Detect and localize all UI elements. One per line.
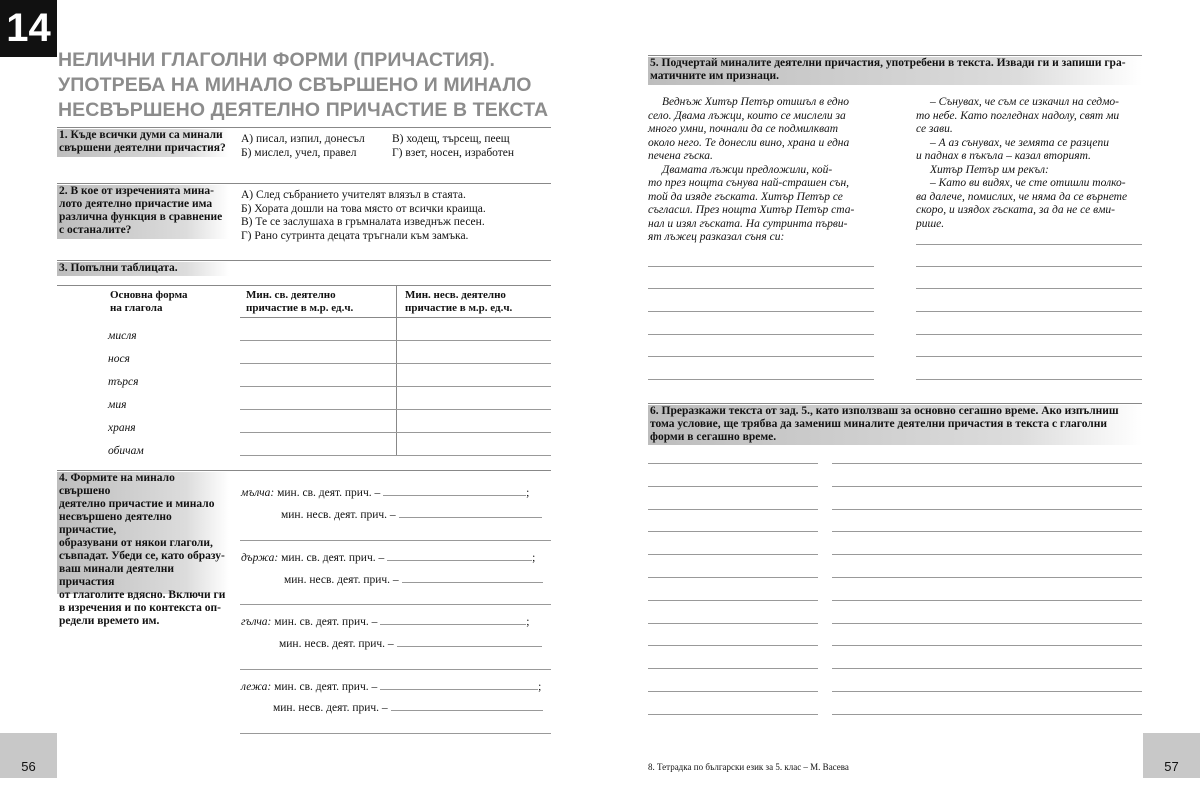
- participle-form-row: гълча: мин. св. деят. прич. – ;: [241, 616, 530, 628]
- answer-line[interactable]: [916, 288, 1142, 289]
- participle-form-row: мин. несв. деят. прич. –: [284, 573, 543, 587]
- answer-line[interactable]: [832, 554, 1142, 555]
- answer-line[interactable]: [240, 540, 551, 541]
- participle-form-row: мълча: мин. св. деят. прич. – ;: [241, 487, 530, 499]
- title-line: УПОТРЕБА НА МИНАЛО СВЪРШЕНО И МИНАЛО: [58, 74, 532, 96]
- question-3-label: 3. Попълни таблицата.: [57, 262, 229, 276]
- answer-line[interactable]: [832, 623, 1142, 624]
- story-left-column: Веднъж Хитър Петър отишъл в едно село. Двама лъжци, които се мислели за много умни, почнали да се подмилкват около него. Те донесли вино, храна и една печена гъска. Двамата лъжци предложили, кой- то през нощта сънува най-страшен сън, той да изяде гъската. Хитър Петър се съгласил. През нощта Хитър Петър ста- нал и изял гъската. На сутринта първи- ят лъжец разказал съня си:: [648, 96, 855, 243]
- answer-line[interactable]: [832, 531, 1142, 532]
- answer-line[interactable]: [648, 311, 874, 312]
- participle-form-row: мин. несв. деят. прич. –: [279, 637, 542, 651]
- answer-line[interactable]: [832, 645, 1142, 646]
- story-right-column: – Сънувах, че съм се изкачил на седмо- то небе. Като погледнах надолу, свят ми се зави. – А аз сънувах, че земята се разцепи и паднах в пъкъла – казал вторият. Хитър Петър им рекъл: – Като ви видях, че сте отишли толко- ва далече, помислих, че няма да се върнете скоро, и изядох гъската, за да не се вми- рише.: [916, 96, 1128, 230]
- answer-line[interactable]: [648, 554, 818, 555]
- answer-line[interactable]: [648, 691, 818, 692]
- answer-line[interactable]: [648, 288, 874, 289]
- answer-line[interactable]: [383, 486, 526, 496]
- answer-line[interactable]: [648, 645, 818, 646]
- answer-line[interactable]: [402, 573, 543, 583]
- option[interactable]: В) Те се заслушаха в гръмналата изведнъж песен.: [241, 216, 485, 228]
- answer-line[interactable]: [832, 463, 1142, 464]
- table-verb: мия: [108, 399, 127, 411]
- table-verb: храня: [108, 422, 136, 434]
- answer-line[interactable]: [391, 701, 543, 711]
- page-number-left: 56: [0, 733, 57, 778]
- answer-line[interactable]: [648, 486, 818, 487]
- answer-line[interactable]: [916, 379, 1142, 380]
- answer-line[interactable]: [648, 531, 818, 532]
- table-column-divider: [396, 285, 397, 455]
- answer-line[interactable]: [648, 668, 818, 669]
- answer-line[interactable]: [240, 363, 551, 364]
- participle-form-row: мин. несв. деят. прич. –: [281, 508, 542, 522]
- separator: [648, 55, 1142, 56]
- answer-line[interactable]: [832, 668, 1142, 669]
- table-verb: нося: [108, 353, 130, 365]
- option[interactable]: А) След събранието учителят влязъл в стаята.: [241, 189, 466, 201]
- table-header-underline: [240, 317, 551, 318]
- answer-line[interactable]: [240, 669, 551, 670]
- answer-line[interactable]: [916, 311, 1142, 312]
- answer-line[interactable]: [648, 600, 818, 601]
- question-2-options: [241, 189, 486, 243]
- answer-line[interactable]: [648, 623, 818, 624]
- footer-credit: 8. Тетрадка по български език за 5. клас – М. Васева: [648, 762, 849, 772]
- answer-line[interactable]: [648, 266, 874, 267]
- answer-line[interactable]: [380, 680, 538, 690]
- table-header-base-form: Основна форма на глагола: [110, 289, 188, 314]
- answer-line[interactable]: [648, 509, 818, 510]
- lesson-number: 14: [0, 0, 57, 57]
- question-2-label: 2. В кое от изреченията мина- лото деятелно причастие има различна функция в сравнение с останалите?: [57, 185, 229, 239]
- answer-line[interactable]: [240, 455, 551, 456]
- answer-line[interactable]: [240, 604, 551, 605]
- table-top-border: [57, 285, 551, 286]
- answer-line[interactable]: [916, 244, 1142, 245]
- answer-line[interactable]: [832, 600, 1142, 601]
- answer-line[interactable]: [397, 637, 542, 647]
- table-header-past-imperfective: Мин. несв. деятелно причастие в м.р. ед.ч.: [405, 289, 513, 314]
- option[interactable]: Б) Хората дошли на това място от всички краища.: [241, 202, 486, 215]
- question-6-label: 6. Преразкажи текста от зад. 5., като използваш за основно сегашно време. Ако изпълниш тома условие, ще трябва да замениш миналите деятелни причастия в текста с глаголни форми в сегашно време.: [648, 405, 1142, 445]
- participle-form-row: мин. несв. деят. прич. –: [273, 701, 543, 715]
- participle-form-row: лежа: мин. св. деят. прич. – ;: [241, 681, 542, 693]
- answer-line[interactable]: [832, 486, 1142, 487]
- answer-line[interactable]: [832, 691, 1142, 692]
- answer-line[interactable]: [832, 509, 1142, 510]
- answer-line[interactable]: [240, 340, 551, 341]
- answer-line[interactable]: [648, 463, 818, 464]
- separator: [648, 403, 1142, 404]
- answer-line[interactable]: [832, 714, 1142, 715]
- answer-line[interactable]: [240, 733, 551, 734]
- option[interactable]: Б) мислел, учел, правел: [241, 146, 357, 159]
- answer-line[interactable]: [648, 356, 874, 357]
- answer-line[interactable]: [399, 508, 542, 518]
- participle-form-row: държа: мин. св. деят. прич. – ;: [241, 552, 536, 564]
- page-number-right: 57: [1143, 733, 1200, 778]
- answer-line[interactable]: [240, 409, 551, 410]
- answer-line[interactable]: [832, 577, 1142, 578]
- table-verb: мисля: [108, 330, 137, 342]
- separator: [57, 260, 551, 261]
- answer-line[interactable]: [240, 432, 551, 433]
- option[interactable]: А) писал, изпил, донесъл: [241, 133, 365, 145]
- separator: [57, 470, 551, 471]
- answer-line[interactable]: [916, 266, 1142, 267]
- answer-line[interactable]: [648, 334, 874, 335]
- separator: [57, 183, 551, 184]
- answer-line[interactable]: [648, 714, 818, 715]
- option[interactable]: В) ходещ, търсещ, пеещ: [392, 133, 510, 145]
- title-line: НЕЛИЧНИ ГЛАГОЛНИ ФОРМИ (ПРИЧАСТИЯ).: [58, 49, 496, 71]
- answer-line[interactable]: [648, 379, 874, 380]
- answer-line[interactable]: [380, 615, 526, 625]
- question-4-label: 4. Формите на минало свършено деятелно причастие и минало несвършено деятелно причастие, образувани от някои глаголи, съвпадат. Убеди се, като образу- ваш минали деятелни причастия от глаголите вдясно. Включи ги в изречения и по контекста оп- редели времето им.: [57, 472, 229, 594]
- table-header-past-perfective: Мин. св. деятелно причастие в м.р. ед.ч.: [246, 289, 354, 314]
- answer-line[interactable]: [648, 577, 818, 578]
- separator: [57, 127, 551, 128]
- table-verb: обичам: [108, 445, 144, 457]
- title-line: НЕСВЪРШЕНО ДЕЯТЕЛНО ПРИЧАСТИЕ В ТЕКСТА: [58, 99, 549, 121]
- question-5-label: 5. Подчертай миналите деятелни причастия, употребени в текста. Извади ги и запиши гра- матичните им признаци.: [648, 57, 1142, 85]
- answer-line[interactable]: [387, 551, 532, 561]
- question-1-options-right: [392, 133, 514, 160]
- option[interactable]: Г) Рано сутринта децата тръгнали към замъка.: [241, 229, 469, 242]
- answer-line[interactable]: [240, 386, 551, 387]
- answer-line[interactable]: [916, 356, 1142, 357]
- question-1-options-left: [241, 133, 365, 160]
- question-1-label: 1. Къде всички думи са минали свършени деятелни причастия?: [57, 129, 229, 157]
- table-verb: търся: [108, 376, 139, 388]
- option[interactable]: Г) взет, носен, изработен: [392, 146, 515, 159]
- page-title: [58, 48, 558, 123]
- answer-line[interactable]: [916, 334, 1142, 335]
